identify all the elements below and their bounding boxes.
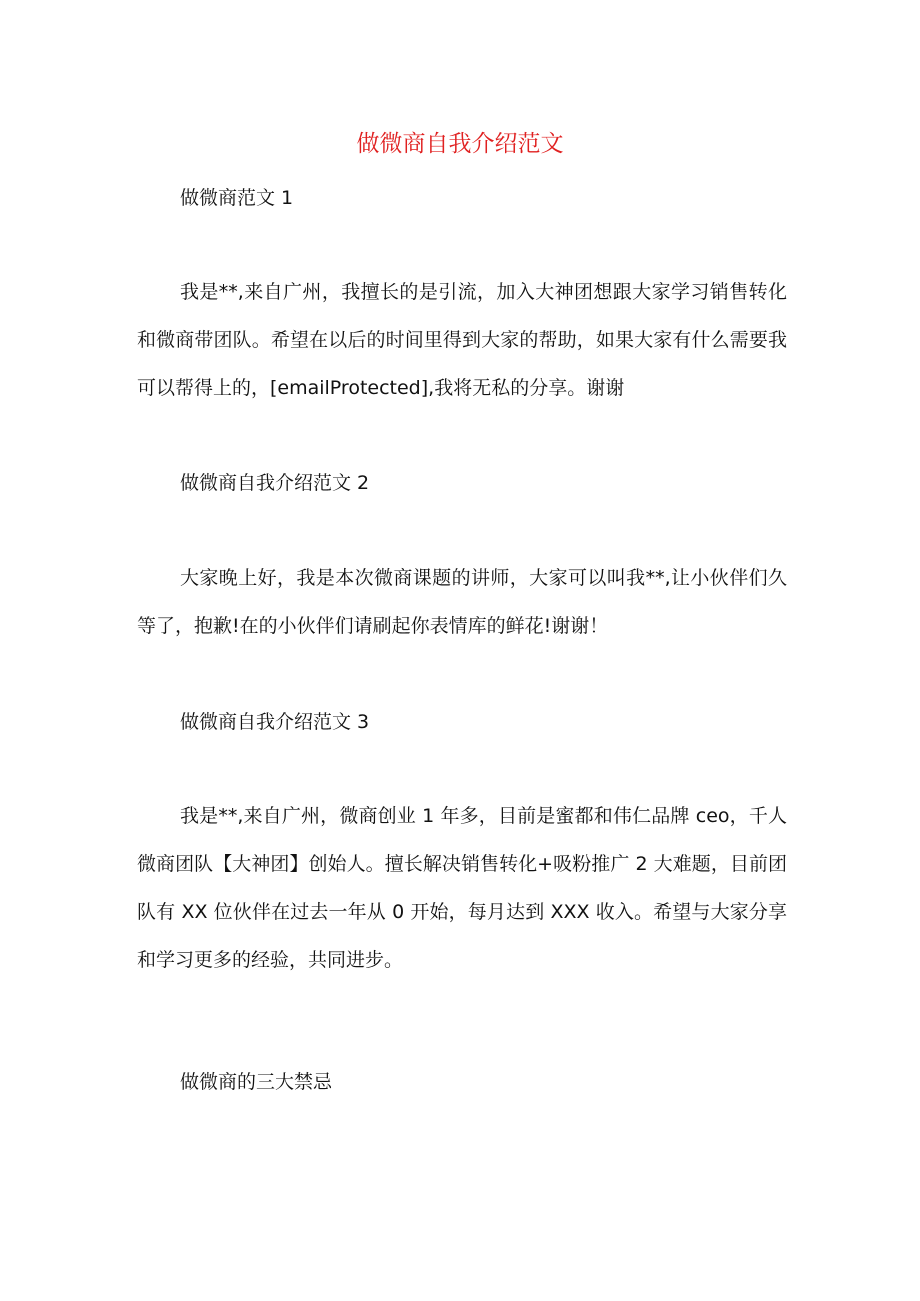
- section-heading-1: 做微商范文 1: [180, 187, 294, 209]
- document-title: 做微商自我介绍范文: [356, 131, 564, 157]
- section-heading-3: 做微商自我介绍范文 3: [180, 711, 370, 733]
- section-heading-2: 做微商自我介绍范文 2: [180, 472, 370, 494]
- section-paragraph-2: 大家晚上好，我是本次微商课题的讲师，大家可以叫我**,让小伙伴们久等了，抱歉!在的小伙伴们请刷起你表情库的鲜花!谢谢！: [137, 567, 787, 637]
- section-paragraph-1: 我是**,来自广州，我擅长的是引流，加入大神团想跟大家学习销售转化和微商带团队。希望在以后的时间里得到大家的帮助，如果大家有什么需要我可以帮得上的，[emailProtected],我将无私的分享。谢谢: [137, 281, 787, 399]
- section-heading-4: 做微商的三大禁忌: [180, 1071, 333, 1093]
- section-paragraph-3: 我是**,来自广州，微商创业 1 年多，目前是蜜都和伟仁品牌 ceo，千人微商团队【大神团】创始人。擅长解决销售转化+吸粉推广 2 大难题，目前团队有 XX 位伙伴在过去一年从 0 开始，每月达到 XXX 收入。希望与大家分享和学习更多的经验，共同进步。: [137, 805, 787, 971]
